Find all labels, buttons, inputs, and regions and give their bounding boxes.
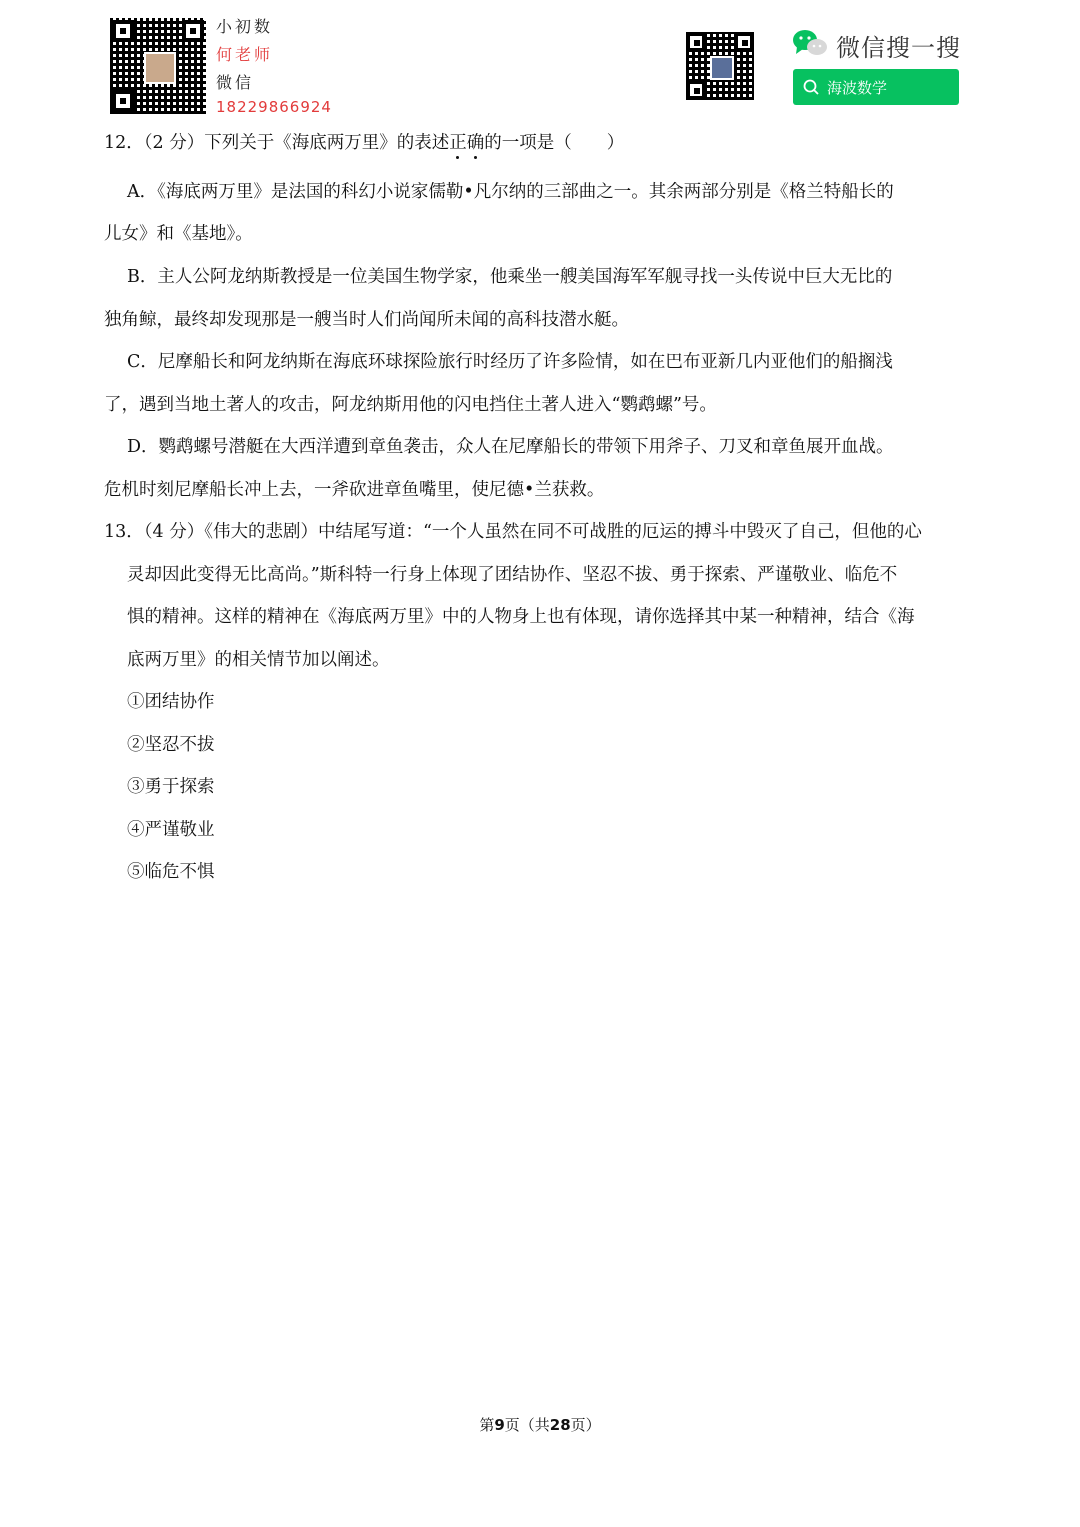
q12-option-a-line1: A．《海底两万里》是法国的科幻小说家儒勒•凡尔纳的三部曲之一。其余两部分别是《格兰特船长的 [127, 182, 894, 202]
q12-option-b-line2: 独角鲸，最终却发现那是一艘当时人们尚闻所未闻的高科技潜水艇。 [104, 310, 629, 330]
search-icon [803, 79, 819, 95]
q12-option-b-line1: B．主人公阿龙纳斯教授是一位美国生物学家，他乘坐一艘美国海军军舰寻找一头传说中巨大无比的 [127, 267, 893, 287]
page-footer: 第9页（共28页） [479, 1416, 601, 1434]
q13-option-3: ③勇于探索 [127, 777, 215, 797]
handwritten-line-2: 何老师 [216, 45, 274, 64]
q13-option-4: ④严谨敬业 [127, 820, 215, 840]
q12-option-c-line1: C．尼摩船长和阿龙纳斯在海底环球探险旅行时经历了许多险情，如在巴布亚新几内亚他们的船搁浅 [127, 352, 893, 372]
wechat-search-title: 微信搜一搜 [836, 34, 961, 62]
page-number: 9 [494, 1416, 505, 1434]
search-label: 海波数学 [827, 78, 888, 97]
page-total: 28 [549, 1416, 571, 1434]
q12-option-a-line2: 儿女》和《基地》。 [104, 224, 253, 244]
q13-option-2: ②坚忍不拔 [127, 735, 215, 755]
q12-option-c-line2: 了，遇到当地土著人的攻击，阿龙纳斯用他的闪电挡住土著人进入“鹦鹉螺”号。 [104, 395, 717, 415]
q13-stem-line2: 灵却因此变得无比高尚。”斯科特一行身上体现了团结协作、坚忍不拔、勇于探索、严谨敬业、临危不 [127, 565, 898, 585]
handwritten-line-3: 微信 [216, 73, 255, 92]
wechat-logo-icon [792, 28, 828, 58]
q12-option-d-line2: 危机时刻尼摩船长冲上去，一斧砍进章鱼嘴里，使尼德•兰获救。 [104, 480, 605, 500]
q12-stem: 12．（2 分）下列关于《海底两万里》的表述正确的一项是（ ） [104, 133, 625, 153]
q13-option-1: ①团结协作 [127, 692, 215, 712]
handwritten-line-1: 小初数 [216, 17, 274, 36]
q13-option-5: ⑤临危不惧 [127, 862, 215, 882]
q13-stem-line3: 惧的精神。这样的精神在《海底两万里》中的人物身上也有体现，请你选择其中某一种精神，结合《海 [127, 607, 915, 627]
wechat-qr-code [110, 18, 206, 114]
wechat-search-button[interactable] [793, 69, 959, 105]
q13-stem-line4: 底两万里》的相关情节加以阐述。 [127, 650, 390, 670]
search-qr-code [686, 32, 754, 100]
handwritten-phone: 18229866924 [216, 98, 332, 116]
q12-option-d-line1: D．鹦鹉螺号潜艇在大西洋遭到章鱼袭击，众人在尼摩船长的带领下用斧子、刀叉和章鱼展开血战。 [127, 437, 894, 457]
q13-stem-line1: 13．（4 分）《伟大的悲剧）中结尾写道：“一个人虽然在同不可战胜的厄运的搏斗中毁灭了自己，但他的心 [104, 522, 922, 542]
